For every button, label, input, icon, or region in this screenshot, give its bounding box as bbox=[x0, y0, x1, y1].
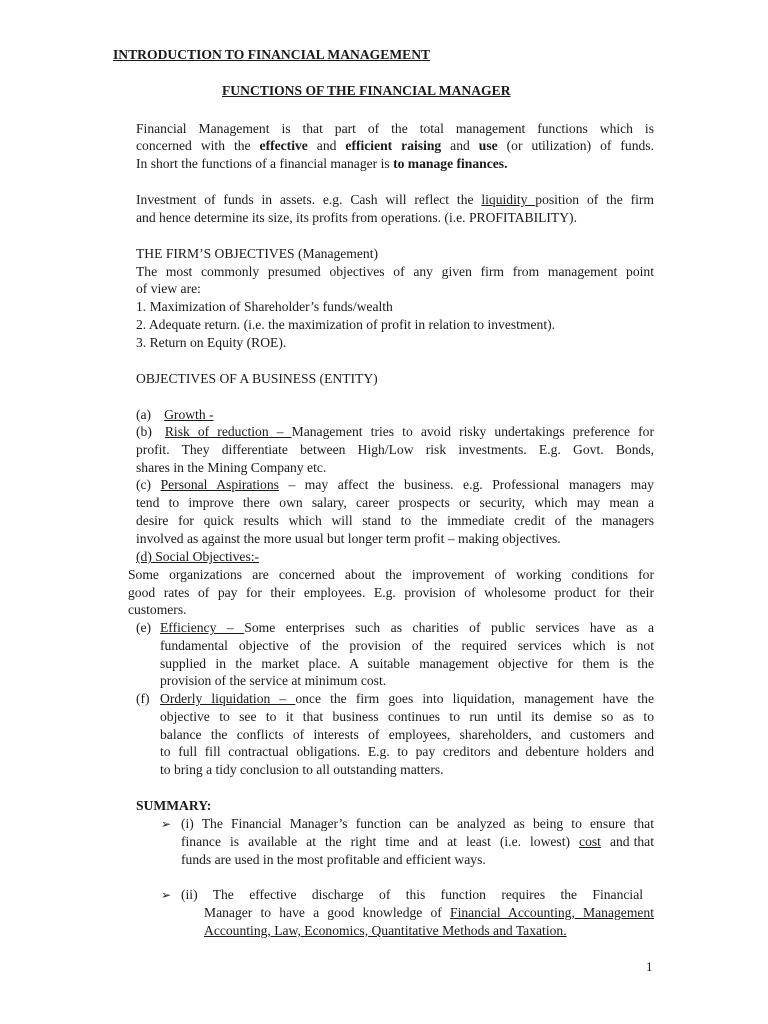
objective-text: – may affect the business. e.g. Professional managers may bbox=[278, 477, 654, 492]
objective-c-line-4: involved as against the more usual but longer term profit – making objectives. bbox=[136, 531, 561, 546]
objective-liquidation-title: Orderly liquidation – bbox=[160, 691, 296, 706]
objective-b-line-3: shares in the Mining Company etc. bbox=[136, 460, 327, 475]
objective-d-line-2: good rates of pay for their employees. E.g. provision of wholesome product for their bbox=[128, 585, 654, 600]
objective-f-line-5: to bring a tidy conclusion to all outstanding matters. bbox=[160, 762, 444, 777]
investment-line-2: and hence determine its size, its profits from operations. (i.e. PROFITABILITY). bbox=[136, 210, 577, 225]
firm-objectives-line-2: of view are: bbox=[136, 281, 201, 296]
objective-c-line-1 bbox=[136, 476, 654, 494]
intro-text: and bbox=[307, 138, 346, 153]
objective-c-line-2: tend to improve there own salary, career prospects or security, which may mean a bbox=[136, 495, 654, 510]
summary-text: Manager to have a good knowledge of bbox=[204, 905, 451, 920]
intro-text: In short the functions of a financial manager is bbox=[136, 156, 394, 171]
document-title: INTRODUCTION TO FINANCIAL MANAGEMENT bbox=[113, 47, 431, 62]
emphasis-efficient-raising: efficient raising bbox=[345, 138, 442, 153]
objective-c-line-3: desire for quick results which will stand to the immediate credit of the managers bbox=[136, 513, 654, 528]
firm-objective-item: 1. Maximization of Shareholder’s funds/wealth bbox=[136, 299, 393, 314]
investment-line-1 bbox=[136, 191, 654, 209]
objective-e-line-1 bbox=[160, 619, 654, 637]
objective-label: (c) bbox=[136, 477, 161, 492]
objective-efficiency-title: Efficiency – bbox=[160, 620, 245, 635]
firm-objectives-heading: THE FIRM’S OBJECTIVES (Management) bbox=[136, 246, 379, 261]
summary-ii-line-1: (ii) The effective discharge of this function requires the Financial bbox=[181, 887, 643, 902]
objective-label: (b) bbox=[136, 424, 152, 439]
objective-f-line-1 bbox=[160, 690, 654, 708]
summary-i-line-2 bbox=[181, 833, 654, 851]
objective-b-line-1 bbox=[136, 423, 654, 441]
summary-text: that bbox=[633, 834, 654, 849]
section-title: FUNCTIONS OF THE FINANCIAL MANAGER bbox=[222, 83, 511, 98]
objective-label: (e) bbox=[136, 620, 152, 635]
objective-social-title: (d) Social Objectives:- bbox=[136, 549, 260, 564]
summary-text: finance is available at the right time and at least (i.e. lowest) bbox=[181, 834, 580, 849]
objective-b-line-2: profit. They differentiate between High/Low risk investments. E.g. Govt. Bonds, bbox=[136, 442, 654, 457]
objective-a bbox=[136, 406, 214, 424]
intro-line-1: Financial Management is that part of the total management functions which is bbox=[136, 121, 654, 136]
objective-d-line-1: Some organizations are concerned about the improvement of working conditions for bbox=[128, 567, 654, 582]
summary-i-line-1: (i) The Financial Manager’s function can be analyzed as being to ensure that bbox=[181, 816, 654, 831]
arrow-bullet-icon: ➢ bbox=[161, 817, 172, 831]
business-objectives-heading: OBJECTIVES OF A BUSINESS (ENTITY) bbox=[136, 371, 378, 386]
intro-text: (or utilization) of funds. bbox=[497, 138, 654, 153]
cost-term: cost bbox=[579, 834, 601, 849]
firm-objectives-line-1: The most commonly presumed objectives of any given firm from management point bbox=[136, 264, 654, 279]
summary-i-line-3: funds are used in the most profitable and efficient ways. bbox=[181, 852, 486, 867]
objective-f-line-3: balance the conflicts of interests of employees, shareholders, and customers and bbox=[160, 727, 654, 742]
objective-label: (f) bbox=[136, 691, 150, 706]
intro-text: concerned with the bbox=[136, 138, 260, 153]
intro-text: and bbox=[441, 138, 479, 153]
subjects-list-continued: Accounting, Law, Economics, Quantitative Methods and Taxation. bbox=[204, 923, 567, 938]
investment-text: position of the firm bbox=[535, 192, 654, 207]
objective-text: once the firm goes into liquidation, management have the bbox=[295, 691, 654, 706]
liquidity-term: liquidity bbox=[481, 192, 536, 207]
emphasis-use: use bbox=[478, 138, 498, 153]
firm-objective-item: 3. Return on Equity (ROE). bbox=[136, 335, 287, 350]
investment-text: Investment of funds in assets. e.g. Cash will reflect the bbox=[136, 192, 482, 207]
intro-line-3 bbox=[136, 155, 507, 173]
objective-e-line-4: provision of the service at minimum cost. bbox=[160, 673, 387, 688]
subjects-list: Financial Accounting, Management bbox=[450, 905, 654, 920]
objective-growth-title: Growth - bbox=[164, 407, 214, 422]
objective-text: Some enterprises such as charities of public services have as a bbox=[244, 620, 654, 635]
arrow-bullet-icon: ➢ bbox=[161, 888, 172, 902]
objective-label: (a) bbox=[136, 407, 152, 422]
objective-e-line-3: supplied in the market place. A suitable management objective for them is the bbox=[160, 656, 654, 671]
page-number: 1 bbox=[646, 959, 653, 974]
objective-text: Management tries to avoid risky undertakings preference for bbox=[291, 424, 655, 439]
objective-f-line-2: objective to see to it that business continues to run until its demise so as to bbox=[160, 709, 654, 724]
emphasis-manage-finances: to manage finances. bbox=[393, 156, 508, 171]
objective-f-line-4: to full fill contractual obligations. E.g. to pay creditors and debenture holders and bbox=[160, 744, 654, 759]
firm-objective-item: 2. Adequate return. (i.e. the maximization of profit in relation to investment). bbox=[136, 317, 556, 332]
summary-text: and bbox=[600, 834, 630, 849]
objective-risk-title: Risk of reduction – bbox=[164, 424, 292, 439]
summary-ii-line-2 bbox=[204, 904, 654, 922]
intro-line-2 bbox=[136, 137, 654, 155]
objective-personal-title: Personal Aspirations bbox=[160, 477, 279, 492]
objective-d-line-3: customers. bbox=[128, 602, 187, 617]
summary-heading: SUMMARY: bbox=[136, 798, 212, 813]
emphasis-effective: effective bbox=[259, 138, 308, 153]
objective-e-line-2: fundamental objective of the provision of the required services which is not bbox=[160, 638, 654, 653]
